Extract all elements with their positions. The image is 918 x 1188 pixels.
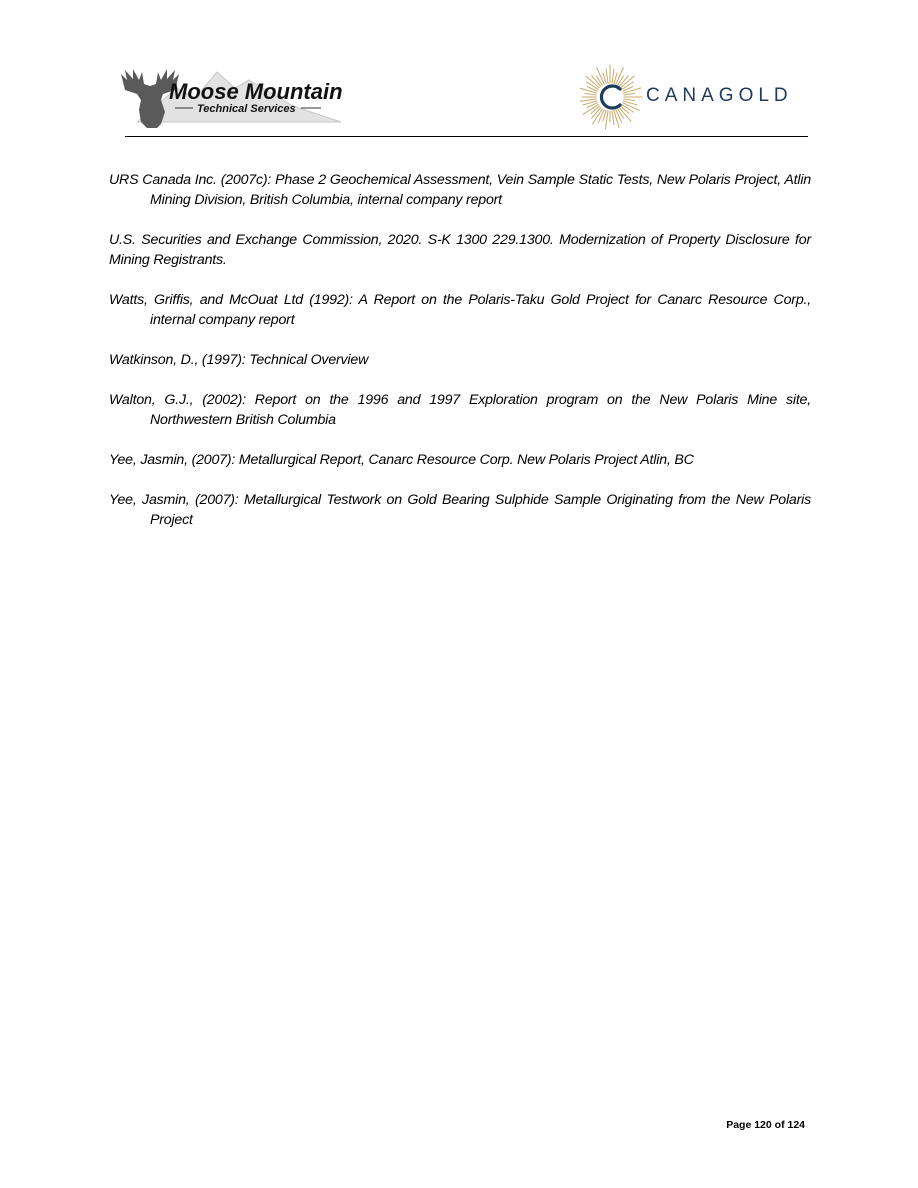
reference-list (109, 170, 811, 550)
reference-item: Watkinson, D., (1997): Technical Overview (109, 352, 369, 368)
sunburst-ray (614, 110, 619, 127)
sunburst-ray (606, 69, 608, 83)
header-divider (125, 136, 808, 137)
moose-mountain-logo-graphic (117, 66, 343, 128)
sunburst-icon (580, 64, 646, 130)
canagold-wordmark: CANAGOLD (646, 85, 793, 106)
logo-title-text: Moose Mountain (169, 79, 343, 104)
sunburst-ray (585, 93, 596, 95)
sunburst-ray (621, 106, 629, 113)
page-number: Page 120 of 124 (726, 1119, 805, 1131)
reference-item: Walton, G.J., (2002): Report on the 1996 and 1997 Exploration program on the New Polaris Mine site, Northwestern British Columbia (109, 392, 811, 428)
sunburst-ray (612, 111, 614, 125)
sunburst-ray (605, 111, 608, 129)
logo-subtitle-text: Technical Services (197, 103, 296, 115)
sunburst-ray (580, 88, 597, 93)
sunburst-ray (591, 106, 599, 113)
sunburst-ray (624, 93, 635, 95)
moose-mountain-logo (117, 66, 343, 128)
reference-item: Yee, Jasmin, (2007): Metallurgical Testwork on Gold Bearing Sulphide Sample Originating from the New Polaris Project (109, 492, 811, 528)
sunburst-ray (612, 69, 614, 83)
reference-item: Yee, Jasmin, (2007): Metallurgical Report, Canarc Resource Corp. New Polaris Project Atlin, BC (109, 452, 694, 468)
page-header (0, 0, 918, 140)
sunburst-ray (580, 99, 596, 102)
sunburst-ray (624, 99, 635, 101)
reference-item: URS Canada Inc. (2007c): Phase 2 Geochemical Assessment, Vein Sample Static Tests, New Polaris Project, Atlin Mining Division, British Columbia, internal company report (109, 172, 811, 208)
sunburst-ray (623, 88, 640, 93)
reference-item: U.S. Securities and Exchange Commission, 2020. S-K 1300 229.1300. Modernization of Property Disclosure for Mining Registrants. (109, 232, 811, 268)
canagold-logo (580, 64, 810, 132)
reference-item: Watts, Griffis, and McOuat Ltd (1992): A Report on the Polaris-Taku Gold Project for Canarc Resource Corp., internal company report (109, 292, 811, 328)
